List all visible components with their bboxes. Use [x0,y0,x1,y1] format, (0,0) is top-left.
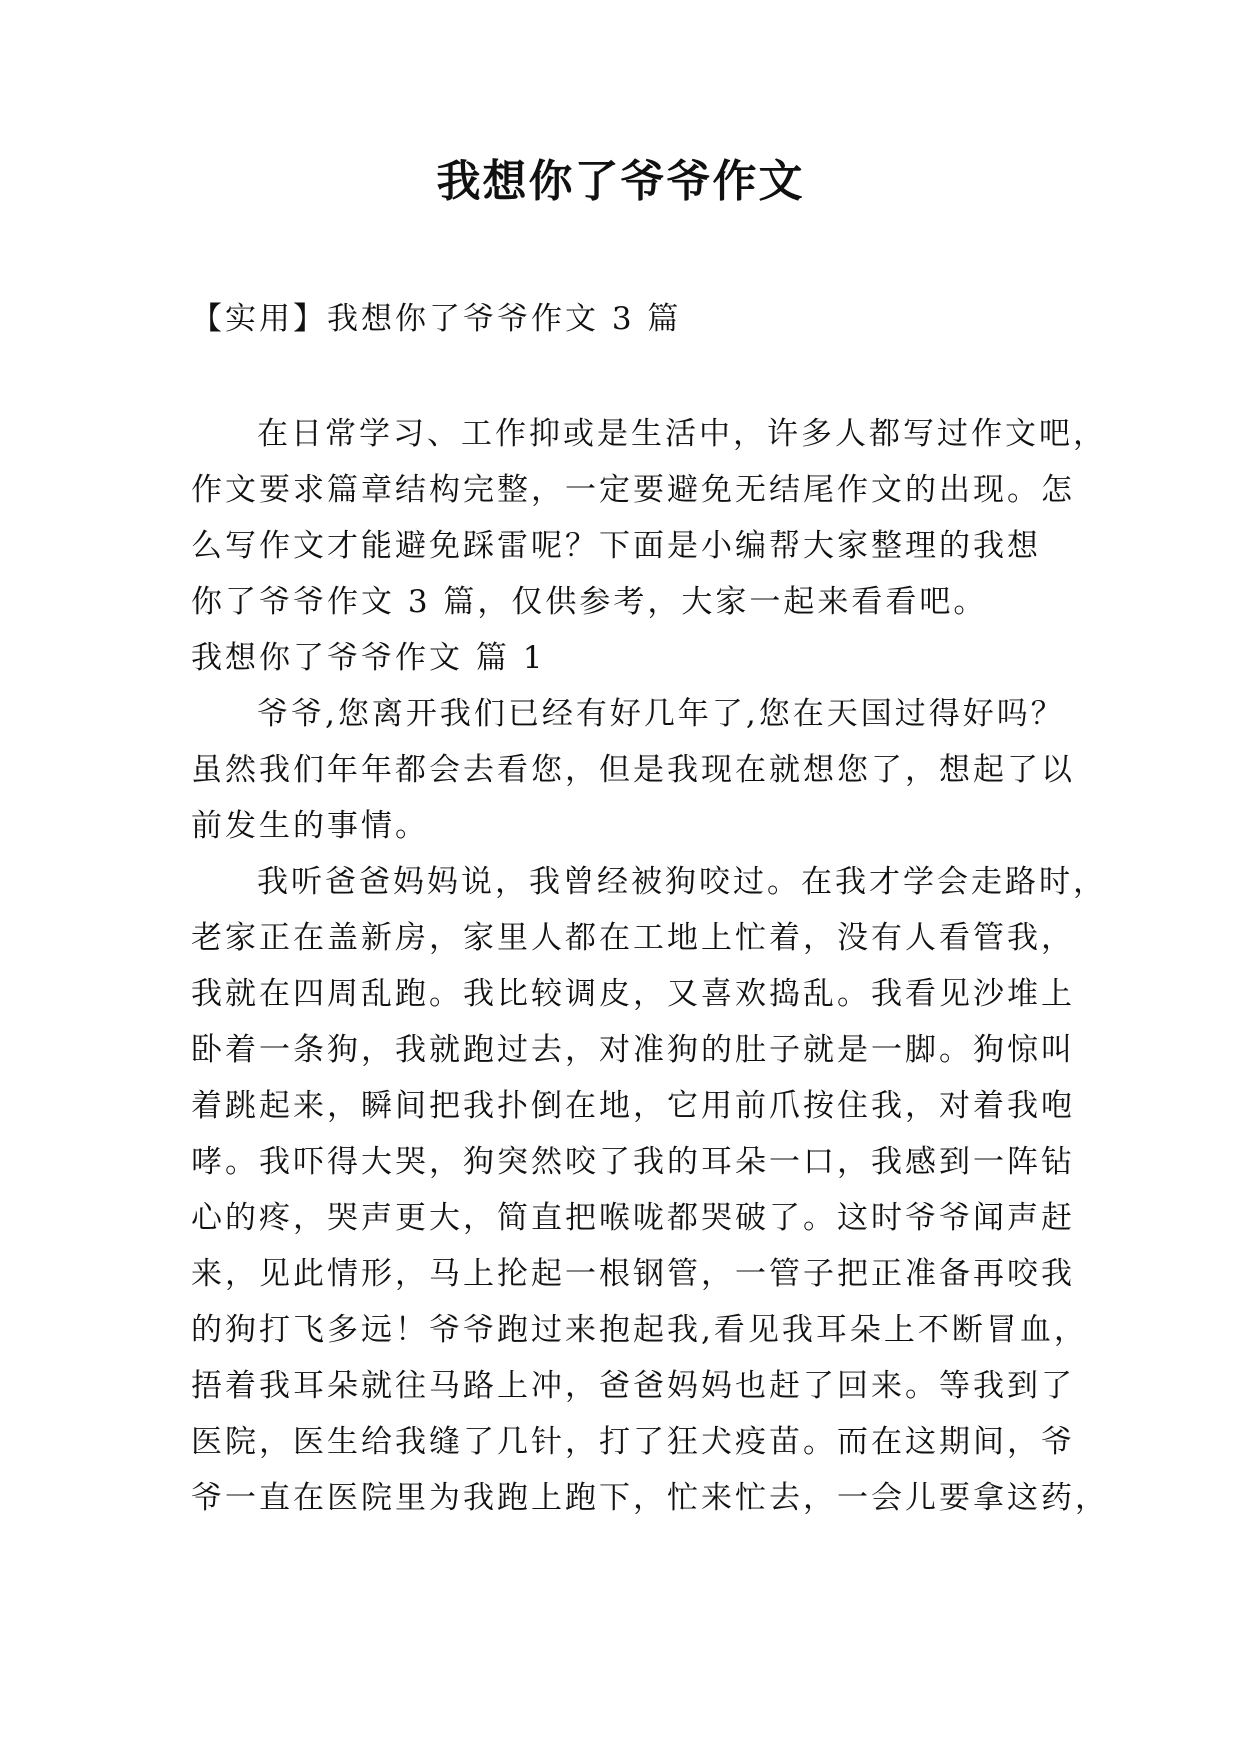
paragraph-line: 着跳起来，瞬间把我扑倒在地，它用前爪按住我，对着我咆 [191,1088,1075,1124]
intro-line: 么写作文才能避免踩雷呢？下面是小编帮大家整理的我想 [191,528,1041,564]
paragraph-line: 我听爸爸妈妈说，我曾经被狗咬过。在我才学会走路时， [257,864,1107,900]
paragraph-line: 老家正在盖新房，家里人都在工地上忙着，没有人看管我， [191,920,1075,956]
section-heading: 我想你了爷爷作文 篇 1 [191,640,546,676]
paragraph-line: 爷爷,您离开我们已经有好几年了,您在天国过得好吗？ [257,696,1065,732]
paragraph-line: 医院，医生给我缝了几针，打了狂犬疫苗。而在这期间，爷 [191,1424,1075,1460]
paragraph-line: 捂着我耳朵就往马路上冲，爸爸妈妈也赶了回来。等我到了 [191,1368,1075,1404]
intro-line: 作文要求篇章结构完整，一定要避免无结尾作文的出现。怎 [191,472,1075,508]
paragraph-line: 来，见此情形，马上抡起一根钢管，一管子把正准备再咬我 [191,1256,1075,1292]
intro-line: 你了爷爷作文 3 篇，仅供参考，大家一起来看看吧。 [191,584,988,620]
document-title: 我想你了爷爷作文 [436,156,805,207]
paragraph-line: 爷一直在医院里为我跑上跑下，忙来忙去，一会儿要拿这药， [191,1480,1109,1516]
intro-line: 在日常学习、工作抑或是生活中，许多人都写过作文吧， [257,416,1107,452]
paragraph-line: 的狗打飞多远！爷爷跑过来抱起我,看见我耳朵上不断冒血， [191,1312,1088,1348]
paragraph-line: 卧着一条狗，我就跑过去，对准狗的肚子就是一脚。狗惊叫 [191,1032,1075,1068]
document-subtitle: 【实用】我想你了爷爷作文 3 篇 [191,301,682,337]
paragraph-line: 我就在四周乱跑。我比较调皮，又喜欢捣乱。我看见沙堆上 [191,976,1075,1012]
paragraph-line: 心的疼，哭声更大，简直把喉咙都哭破了。这时爷爷闻声赶 [191,1200,1075,1236]
paragraph-line: 前发生的事情。 [191,808,429,844]
paragraph-line: 虽然我们年年都会去看您，但是我现在就想您了，想起了以 [191,752,1075,788]
paragraph-line: 哮。我吓得大哭，狗突然咬了我的耳朵一口，我感到一阵钻 [191,1144,1075,1180]
